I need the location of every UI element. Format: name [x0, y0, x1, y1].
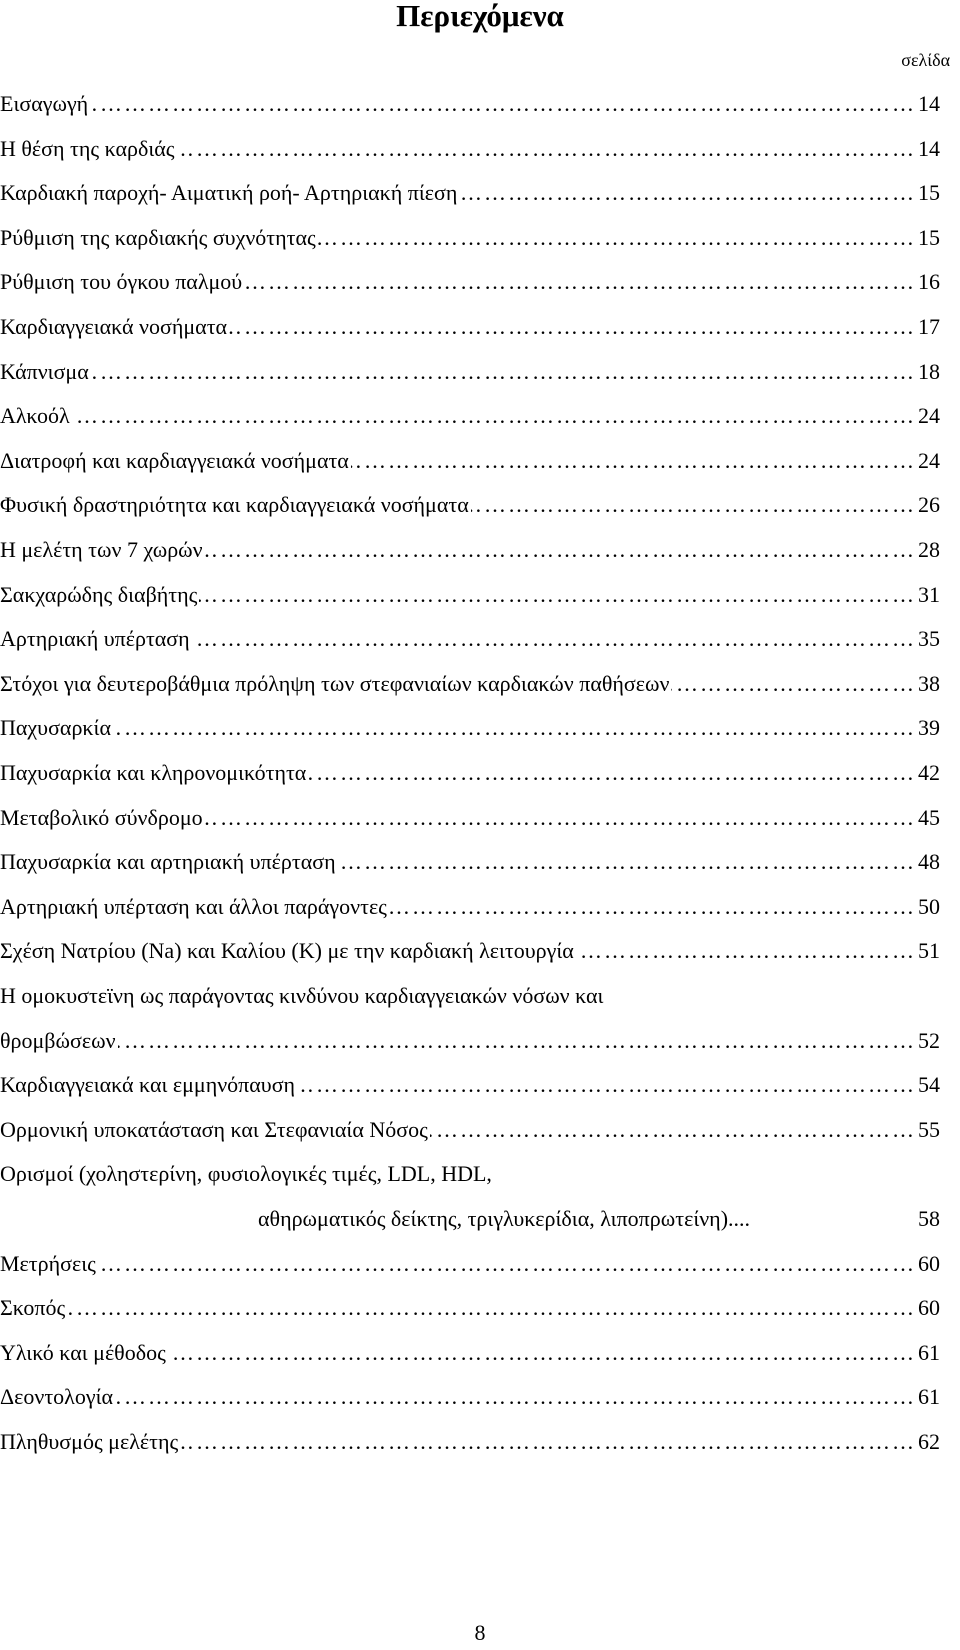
toc-entry-page: 60: [916, 1290, 940, 1326]
toc-entry-title: Στόχοι για δευτεροβάθμια πρόληψη των στεφανιαίων καρδιακών παθήσεων: [0, 666, 671, 702]
toc-entry-page: 15: [916, 220, 940, 256]
toc-entry-page: 16: [916, 264, 940, 300]
toc-entry[interactable]: [0, 532, 940, 568]
toc-entry[interactable]: [0, 844, 940, 880]
toc-leader-dots: [0, 86, 940, 122]
toc-entry-page: 38: [916, 666, 940, 702]
toc-entry[interactable]: [0, 1112, 940, 1148]
toc-entry-title: Αρτηριακή υπέρταση: [0, 621, 192, 657]
toc-entry-page: 24: [916, 398, 940, 434]
toc-entry[interactable]: [0, 577, 940, 613]
toc-entry[interactable]: [0, 1335, 940, 1371]
toc-entry-title: Διατροφή και καρδιαγγειακά νοσήματα: [0, 443, 351, 479]
toc-entry[interactable]: [0, 1246, 940, 1282]
toc-entry[interactable]: [0, 666, 940, 702]
toc-entry-page: 14: [916, 86, 940, 122]
toc-entry-title: Μεταβολικό σύνδρομο: [0, 800, 205, 836]
toc-entry[interactable]: [0, 220, 940, 256]
toc-entry-page: 62: [916, 1424, 940, 1460]
toc-entry-title: Η μελέτη των 7 χωρών: [0, 532, 205, 568]
toc-entry[interactable]: [0, 487, 940, 523]
toc-entry[interactable]: [0, 175, 940, 211]
toc-entry-title: Ρύθμιση της καρδιακής συχνότητας: [0, 220, 318, 256]
toc-leader-dots: [0, 710, 940, 746]
toc-leader-dots: [0, 1290, 940, 1326]
toc-entry-title: Δεοντολογία: [0, 1379, 115, 1415]
toc-entry-title: Σκοπός: [0, 1290, 67, 1326]
toc-entry-line[interactable]: Η ομοκυστεϊνη ως παράγοντας κινδύνου καρδιαγγειακών νόσων και: [0, 983, 604, 1008]
toc-entry-page: 60: [916, 1246, 940, 1282]
toc-entry[interactable]: [0, 398, 940, 434]
toc-entry-page: 15: [916, 175, 940, 211]
toc-entry-title: Φυσική δραστηριότητα και καρδιαγγειακά νοσήματα: [0, 487, 471, 523]
toc-entry[interactable]: [0, 800, 940, 836]
toc-leader-dots: [0, 1023, 940, 1059]
page-number: 8: [474, 1620, 486, 1645]
toc-entry-page: 45: [916, 800, 940, 836]
page-column-label: σελίδα: [901, 50, 950, 70]
toc-leader-dots: [0, 1246, 940, 1282]
toc-entry-title: Ρύθμιση του όγκου παλμού: [0, 264, 244, 300]
toc-entry[interactable]: [0, 1379, 940, 1415]
toc-entry-page: 55: [916, 1112, 940, 1148]
toc-entry-page: 35: [916, 621, 940, 657]
toc-entry[interactable]: [0, 755, 940, 791]
toc-entry-title: Παχυσαρκία και κληρονομικότητα: [0, 755, 308, 791]
toc-entry[interactable]: [0, 710, 940, 746]
toc-entry[interactable]: [0, 86, 940, 122]
toc-entry-title: Σακχαρώδης διαβήτης: [0, 577, 199, 613]
toc-entry-title: Η θέση της καρδιάς: [0, 131, 177, 167]
toc-entry-page: 61: [916, 1379, 940, 1415]
toc-entry-page: 24: [916, 443, 940, 479]
toc-entry-page: 61: [916, 1335, 940, 1371]
toc-entry[interactable]: [0, 443, 940, 479]
toc-entry[interactable]: [0, 1201, 940, 1237]
toc-entry[interactable]: [0, 1424, 940, 1460]
toc-entry-title: Παχυσαρκία και αρτηριακή υπέρταση: [0, 844, 338, 880]
toc-entry-title: Παχυσαρκία: [0, 710, 113, 746]
toc-entry-title: Κάπνισμα: [0, 354, 91, 390]
toc-entry-title: Αλκοόλ: [0, 398, 72, 434]
toc-entry-page: 14: [916, 131, 940, 167]
toc-entry-page: 18: [916, 354, 940, 390]
toc-entry[interactable]: [0, 264, 940, 300]
toc-entry-title: Καρδιαγγειακά νοσήματα: [0, 309, 229, 345]
toc-entry[interactable]: [0, 1067, 940, 1103]
toc-entry-title: Σχέση Νατρίου (Na) και Καλίου (K) με την καρδιακή λειτουργία: [0, 933, 576, 969]
toc-entry[interactable]: [0, 354, 940, 390]
toc-entry[interactable]: [0, 889, 940, 925]
toc-entry-page: 17: [916, 309, 940, 345]
toc-entry[interactable]: [0, 131, 940, 167]
toc-leader-dots: [0, 1379, 940, 1415]
toc-entry-page: 42: [916, 755, 940, 791]
toc-entry[interactable]: [0, 1023, 940, 1059]
toc-entry[interactable]: [0, 621, 940, 657]
toc-entry-title: Εισαγωγή: [0, 86, 90, 122]
toc-entry-page: 51: [916, 933, 940, 969]
toc-entry-title: Καρδιαγγειακά και εμμηνόπαυση: [0, 1067, 297, 1103]
toc-entry-page: 54: [916, 1067, 940, 1103]
page-title: Περιεχόμενα: [396, 0, 564, 33]
toc-entry-title: Πληθυσμός μελέτης: [0, 1424, 180, 1460]
toc-entry-page: 52: [916, 1023, 940, 1059]
toc-entry-title: Καρδιακή παροχή- Αιματική ροή- Αρτηριακή πίεση: [0, 175, 459, 211]
toc-entry-title: αθηρωματικός δείκτης, τριγλυκερίδια, λιποπρωτείνη)....: [258, 1206, 751, 1231]
toc-entry-title: Υλικό και μέθοδος: [0, 1335, 168, 1371]
toc-entry-page: 58: [918, 1206, 940, 1231]
toc-entry[interactable]: [0, 933, 940, 969]
toc-entry-line[interactable]: Ορισμοί (χοληστερίνη, φυσιολογικές τιμές, LDL, HDL,: [0, 1161, 492, 1186]
toc-entry-page: 48: [916, 844, 940, 880]
toc-entry-page: 26: [916, 487, 940, 523]
toc-entry-title: θρομβώσεων: [0, 1023, 118, 1059]
toc-entry-page: 39: [916, 710, 940, 746]
toc-entry-page: 50: [916, 889, 940, 925]
toc-entry-title: Μετρήσεις: [0, 1246, 98, 1282]
toc-leader-dots: [0, 354, 940, 390]
toc-entry-page: 31: [916, 577, 940, 613]
toc-entry[interactable]: [0, 1290, 940, 1326]
toc-entry-page: 28: [916, 532, 940, 568]
toc-leader-dots: [0, 398, 940, 434]
toc-entry[interactable]: [0, 309, 940, 345]
toc-entry-title: Αρτηριακή υπέρταση και άλλοι παράγοντες: [0, 889, 389, 925]
toc-entry-title: Ορμονική υποκατάσταση και Στεφανιαία Νόσος: [0, 1112, 430, 1148]
